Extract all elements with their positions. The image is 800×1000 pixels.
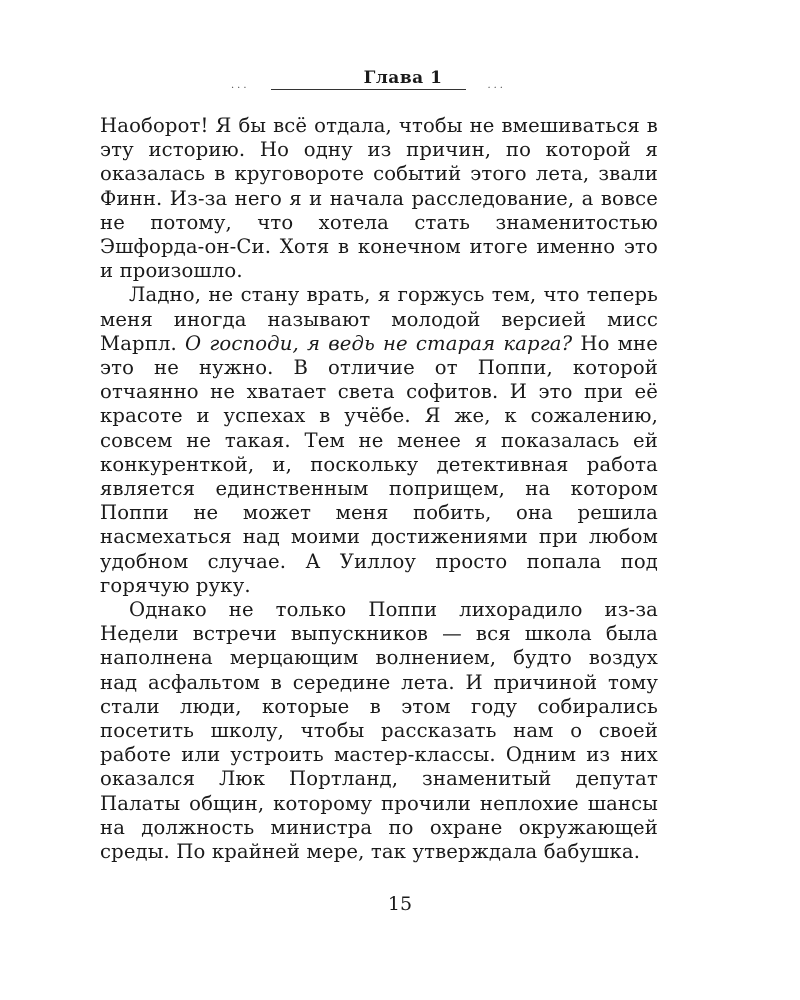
paragraph-2-part-a: Ладно, не стану врать, я горжусь тем, что теперь меня иногда называют молодой версией мисс Марпл. (100, 283, 658, 355)
ornament-dots-right: ··· (487, 83, 506, 94)
chapter-title: Глава 1 (363, 68, 443, 88)
paragraph-1: Наоборот! Я бы всё отдала, чтобы не вмешиваться в эту историю. Но одну из причин, по которой я оказалась в круговороте событий этого лета, звали Финн. Из-за него я и начала расследование, а вовсе не потому, что хотела стать знаменитостью Эшфорда-он-Си. Хотя в конечном итоге именно это и произошло. (100, 114, 658, 283)
header-rule (271, 89, 466, 90)
ornament-dots-left: ··· (231, 83, 250, 94)
body-text (100, 114, 658, 864)
paragraph-2-part-b: Но мне это не нужно. В отличие от Поппи, которой отчаянно не хватает света софитов. И это при её красоте и успехах в учёбе. Я же, к сожалению, совсем не такая. Тем не менее я показалась ей конкуренткой, и, поскольку детективная работа является единственным поприщем, на котором Поппи не может меня побить, она решила насмехаться над моими достижениями при любом удобном случае. А Уиллоу просто попала под горячую руку. (100, 331, 658, 597)
page-number: 15 (387, 893, 413, 915)
paragraph-2-italic: О господи, я ведь не старая карга? (185, 331, 573, 355)
paragraph-3: Однако не только Поппи лихорадило из-за Недели встречи выпускников — вся школа была наполнена мерцающим волнением, будто воздух над асфальтом в середине лета. И причиной тому стали люди, которые в этом году собирались посетить школу, чтобы рассказать нам о своей работе или устроить мастер-классы. Одним из них оказался Люк Портланд, знаменитый депутат Палаты общин, которому прочили неплохие шансы на должность министра по охране окружающей среды. По крайней мере, так утверждала бабушка. (100, 598, 658, 864)
paragraph-2 (100, 283, 658, 598)
header-ornament (231, 84, 506, 96)
